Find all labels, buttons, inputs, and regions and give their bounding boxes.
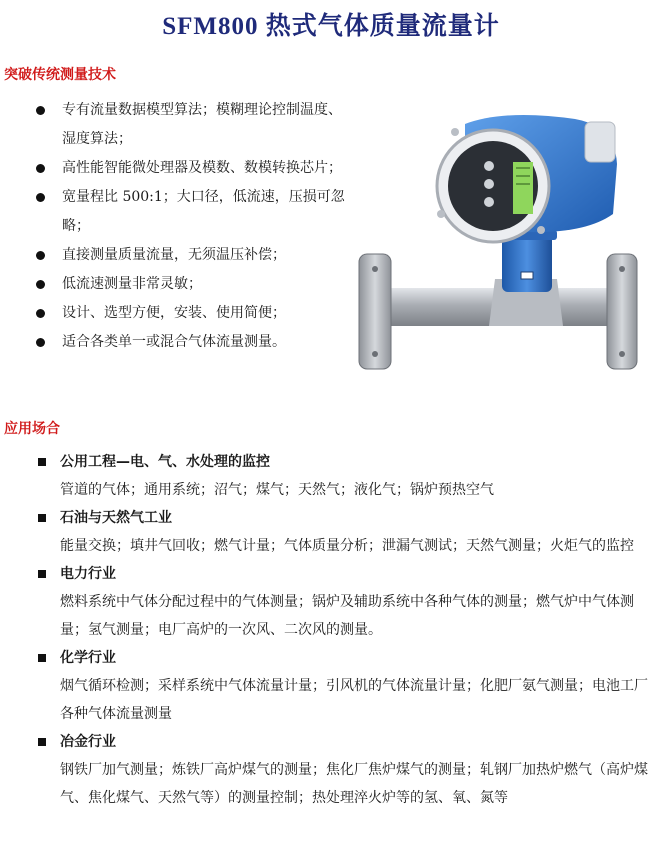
feature-text: 设计、选型方便，安装、使用简便； (62, 305, 286, 321)
feature-text: 适合各类单一或混合气体流量测量。 (62, 334, 286, 350)
application-description: 燃料系统中气体分配过程中的气体测量；锅炉及辅助系统中各种气体的测量；燃气炉中气体测量；氢气测量；电厂高炉的一次风、二次风的测量。 (60, 594, 634, 638)
feature-item (36, 183, 348, 241)
feature-item (36, 328, 348, 357)
application-title-text: 石油与天然气工业 (60, 510, 172, 526)
section-heading-applications: 应用场合 (4, 421, 60, 437)
feature-item (36, 241, 348, 270)
application-description: 能量交换；填井气回收；燃气计量；气体质量分析；泄漏气测试；天然气测量；火炬气的监控 (60, 538, 634, 554)
bullet-dot-icon (36, 338, 45, 347)
section-heading-technology: 突破传统测量技术 (4, 67, 116, 83)
feature-item (36, 299, 348, 328)
flowmeter-product-image (345, 104, 645, 389)
application-title (36, 504, 656, 532)
page-title: SFM800 热式气体质量流量计 (162, 13, 500, 40)
application-description: 烟气循环检测；采样系统中气体流量计量；引风机的气体流量计量；化肥厂氨气测量；电池工厂各种气体流量测量 (60, 678, 648, 722)
application-title-text: 冶金行业 (60, 734, 116, 750)
application-item (36, 728, 656, 812)
bullet-square-icon (38, 654, 46, 662)
application-title (36, 448, 656, 476)
feature-text: 低流速测量非常灵敏； (62, 276, 202, 292)
application-item (36, 644, 656, 728)
application-item (36, 560, 656, 644)
bullet-square-icon (38, 458, 46, 466)
feature-list (36, 96, 348, 357)
application-title (36, 644, 656, 672)
feature-text: 直接测量质量流量，无须温压补偿； (62, 247, 286, 263)
feature-item (36, 96, 348, 154)
feature-text: 专有流量数据模型算法；模糊理论控制温度、湿度算法； (62, 102, 342, 147)
feature-text: 宽量程比 500:1；大口径，低流速，压损可忽略； (62, 189, 345, 234)
application-description: 钢铁厂加气测量；炼铁厂高炉煤气的测量；焦化厂焦炉煤气的测量；轧钢厂加热炉燃气（高炉煤气、焦化煤气、天然气等）的测量控制；热处理淬火炉等的氢、氧、氮等 (60, 762, 648, 806)
application-item (36, 504, 656, 560)
application-description: 管道的气体；通用系统；沼气；煤气；天然气；液化气；锅炉预热空气 (60, 482, 494, 498)
bullet-dot-icon (36, 164, 45, 173)
bullet-dot-icon (36, 309, 45, 318)
bullet-dot-icon (36, 280, 45, 289)
bullet-dot-icon (36, 106, 45, 115)
application-title-text: 公用工程—电、气、水处理的监控 (60, 454, 270, 470)
application-title (36, 560, 656, 588)
application-title (36, 728, 656, 756)
feature-text: 高性能智能微处理器及模数、数模转换芯片； (62, 160, 342, 176)
application-title-text: 化学行业 (60, 650, 116, 666)
application-item (36, 448, 656, 504)
bullet-dot-icon (36, 251, 45, 260)
bullet-square-icon (38, 738, 46, 746)
application-title-text: 电力行业 (60, 566, 116, 582)
bullet-square-icon (38, 514, 46, 522)
application-list (36, 448, 656, 812)
feature-item (36, 154, 348, 183)
bullet-square-icon (38, 570, 46, 578)
bullet-dot-icon (36, 193, 45, 202)
feature-item (36, 270, 348, 299)
